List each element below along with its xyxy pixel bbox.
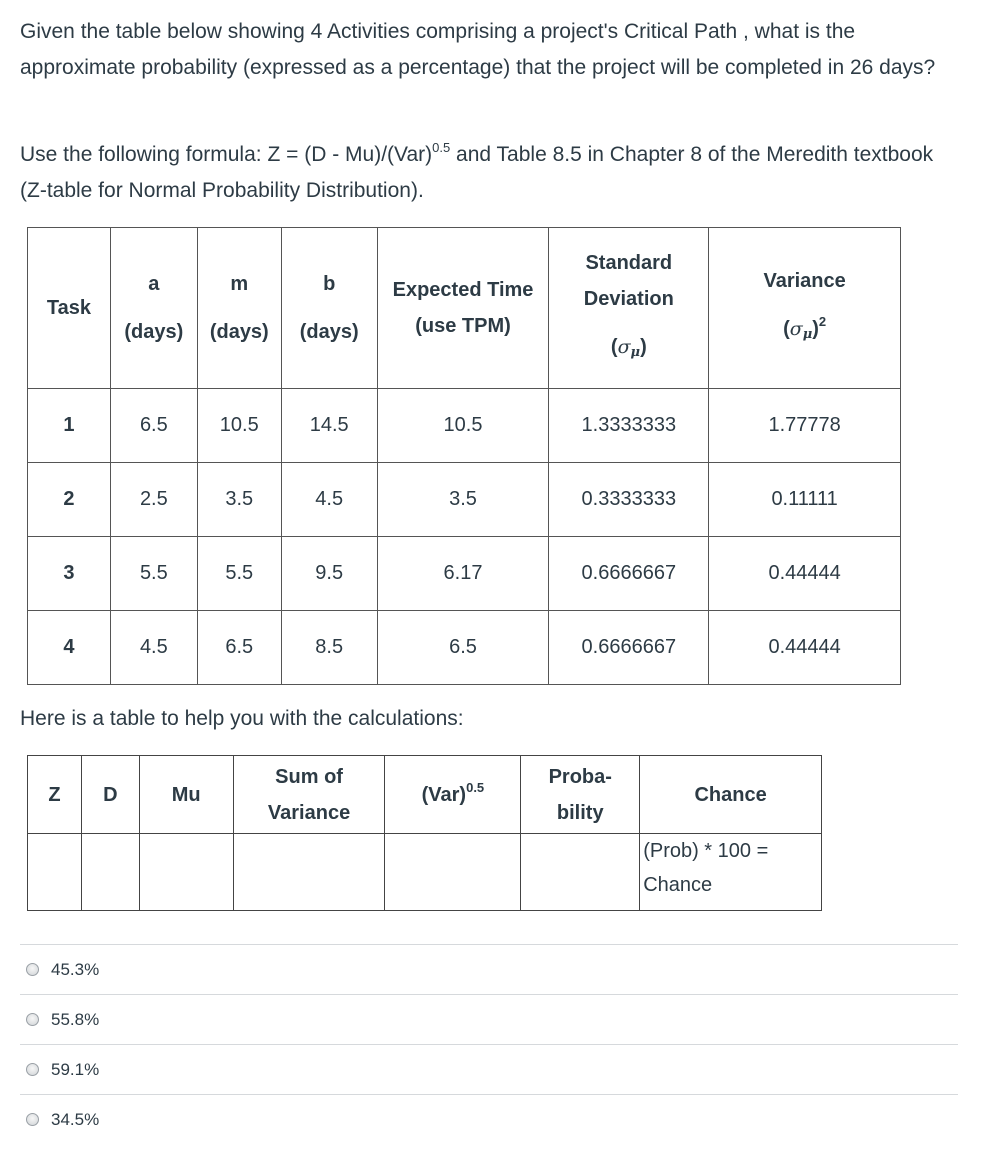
a-cell: 5.5 xyxy=(110,537,197,611)
header-task: Task xyxy=(28,228,111,389)
task-cell: 4 xyxy=(28,611,111,685)
header-m-label: m xyxy=(230,273,249,295)
header-expected-time xyxy=(377,228,549,389)
sum-variance-cell xyxy=(233,834,385,911)
mu-cell xyxy=(139,834,233,911)
header-m-unit: (days) xyxy=(209,321,269,343)
header-expected-line1: Expected Time xyxy=(392,279,534,301)
header-a-label: a xyxy=(148,273,160,295)
radio-button-icon[interactable] xyxy=(26,1013,39,1026)
header-mu: Mu xyxy=(139,756,233,834)
answer-option[interactable] xyxy=(20,994,958,1044)
header-var-exponent: 0.5 xyxy=(466,779,485,795)
d-cell xyxy=(81,834,139,911)
b-cell: 8.5 xyxy=(281,611,377,685)
table-row xyxy=(28,537,901,611)
variance-cell: 1.77778 xyxy=(709,389,901,463)
header-b-unit: (days) xyxy=(299,321,359,343)
z-cell xyxy=(28,834,82,911)
answer-option[interactable] xyxy=(20,1044,958,1094)
m-cell: 6.5 xyxy=(197,611,281,685)
header-prob-line1: Proba- xyxy=(548,765,612,788)
table-row xyxy=(28,611,901,685)
variance-cell: 0.44444 xyxy=(709,537,901,611)
question-text: Given the table below showing 4 Activities comprising a project's Critical Path , what is the approximate probability (expressed as a percentage) that the project will be completed in 26 days? xyxy=(20,20,936,79)
sd-cell: 0.3333333 xyxy=(549,463,709,537)
mu-subscript: μ xyxy=(802,327,813,342)
b-cell: 4.5 xyxy=(281,463,377,537)
a-cell: 6.5 xyxy=(110,389,197,463)
formula-exponent: 0.5 xyxy=(432,140,451,155)
m-cell: 3.5 xyxy=(197,463,281,537)
answer-label: 34.5% xyxy=(51,1109,100,1129)
critical-path-table xyxy=(27,227,901,685)
b-cell: 14.5 xyxy=(281,389,377,463)
header-m xyxy=(197,228,281,389)
formula-suffix: and Table 8.5 in Chapter 8 of the Meredith textbook (Z-table for Normal Probability Distribution). xyxy=(20,143,934,202)
task-cell: 1 xyxy=(28,389,111,463)
header-sum-line1: Sum of xyxy=(275,765,343,788)
formula-prefix: Use the following formula: Z = (D - Mu)/(Var) xyxy=(20,143,433,166)
task-cell: 3 xyxy=(28,537,111,611)
table-header-row xyxy=(28,228,901,389)
sigma-symbol: σ xyxy=(789,318,803,340)
sd-cell: 0.6666667 xyxy=(549,611,709,685)
calc-input-row xyxy=(28,834,822,911)
header-b-label: b xyxy=(323,273,336,295)
header-sum-line2: Variance xyxy=(267,801,351,824)
header-var-label: (Var) xyxy=(421,783,467,806)
header-d: D xyxy=(81,756,139,834)
expected-cell: 6.5 xyxy=(377,611,549,685)
squared-exponent: 2 xyxy=(818,314,827,329)
question-paragraph-2 xyxy=(20,137,965,209)
header-variance-symbol: $(\sigma_\mu)^2$ xyxy=(783,314,827,342)
b-cell: 9.5 xyxy=(281,537,377,611)
answer-option[interactable] xyxy=(20,944,958,994)
question-paragraph-1 xyxy=(20,14,965,86)
a-cell: 4.5 xyxy=(110,611,197,685)
answer-choices xyxy=(20,944,958,1144)
table-row xyxy=(28,389,901,463)
header-variance-label: Variance xyxy=(763,270,846,292)
expected-cell: 3.5 xyxy=(377,463,549,537)
answer-option[interactable] xyxy=(20,1094,958,1144)
m-cell: 5.5 xyxy=(197,537,281,611)
var-root-cell xyxy=(385,834,521,911)
header-b xyxy=(281,228,377,389)
chance-cell xyxy=(640,834,822,911)
answer-label: 59.1% xyxy=(51,1059,100,1079)
calculation-table xyxy=(27,755,822,911)
radio-button-icon[interactable] xyxy=(26,1113,39,1126)
chance-line1: (Prob) * 100 = xyxy=(643,840,769,862)
expected-cell: 6.17 xyxy=(377,537,549,611)
sd-cell: 1.3333333 xyxy=(549,389,709,463)
header-chance: Chance xyxy=(640,756,822,834)
header-variance xyxy=(709,228,901,389)
radio-button-icon[interactable] xyxy=(26,963,39,976)
header-expected-line2: (use TPM) xyxy=(415,315,511,337)
header-z: Z xyxy=(28,756,82,834)
formula-text xyxy=(20,137,965,209)
a-cell: 2.5 xyxy=(110,463,197,537)
calc-header-row xyxy=(28,756,822,834)
header-sd-symbol: $(\sigma_\mu)$ xyxy=(610,336,647,360)
variance-cell: 0.44444 xyxy=(709,611,901,685)
table-row xyxy=(28,463,901,537)
task-cell: 2 xyxy=(28,463,111,537)
header-sum-of-variance xyxy=(233,756,385,834)
helper-text: Here is a table to help you with the calculations: xyxy=(20,707,464,730)
answer-label: 45.3% xyxy=(51,959,100,979)
header-a-unit: (days) xyxy=(124,321,184,343)
header-prob-line2: bility xyxy=(556,801,604,824)
expected-cell: 10.5 xyxy=(377,389,549,463)
sd-cell: 0.6666667 xyxy=(549,537,709,611)
mu-subscript: μ xyxy=(630,345,641,360)
radio-button-icon[interactable] xyxy=(26,1063,39,1076)
m-cell: 10.5 xyxy=(197,389,281,463)
probability-cell xyxy=(521,834,640,911)
header-standard-deviation xyxy=(549,228,709,389)
sigma-symbol: σ xyxy=(617,336,631,358)
chance-line2: Chance xyxy=(643,874,713,896)
variance-cell: 0.11111 xyxy=(709,463,901,537)
answer-label: 55.8% xyxy=(51,1009,100,1029)
header-probability xyxy=(521,756,640,834)
header-a xyxy=(110,228,197,389)
header-var-root xyxy=(385,756,521,834)
header-sd-line2: Deviation xyxy=(583,288,674,310)
header-sd-line1: Standard xyxy=(585,252,673,274)
